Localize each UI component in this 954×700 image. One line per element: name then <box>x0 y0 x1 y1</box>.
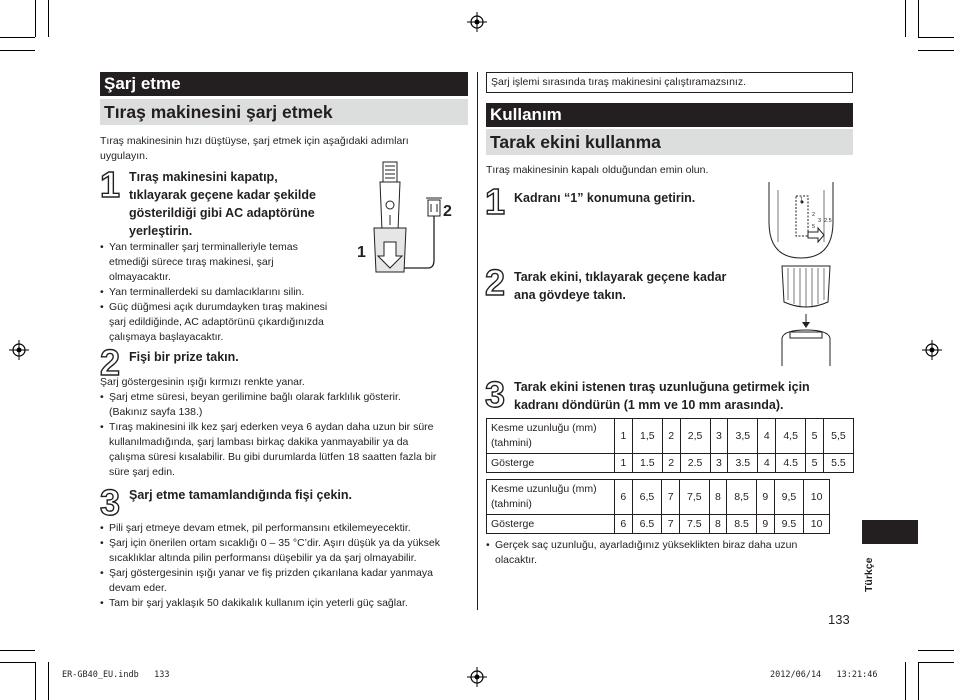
step-number: 2 <box>485 262 506 303</box>
list-item: • Güç düğmesi açık durumdayken tıraş makinesi şarj edildiğinde, AC adaptörünü çıkardığınızda çalışmaya başlayacaktır. <box>100 300 350 345</box>
table-cell: 2.5 <box>680 454 710 473</box>
language-label: Türkçe <box>863 557 875 592</box>
table-row <box>487 454 854 473</box>
table-cell: 6 <box>615 515 633 534</box>
table-cell: 9 <box>756 515 774 534</box>
table-cell: 2 <box>662 454 680 473</box>
table-cell: 2 <box>662 419 680 454</box>
section-title: Kullanım <box>486 103 853 127</box>
list-item: • Pili şarj etmeye devam etmek, pil performansını etkilemeyecektir. <box>100 521 472 536</box>
table-cell: 5 <box>806 419 824 454</box>
figure-label: 2 <box>443 203 452 220</box>
step-after-text: Şarj göstergesinin ışığı kırmızı renkte yanar. <box>100 376 305 388</box>
table-cell: 8,5 <box>727 480 757 515</box>
table-cell: 7.5 <box>679 515 709 534</box>
dial-label: 2 <box>812 212 816 218</box>
table-cell: 2,5 <box>680 419 710 454</box>
table-cell: 5,5 <box>823 419 853 454</box>
step-text: Tıraş makinesini kapatıp, tıklayarak geçene kadar şekilde gösterildiği gibi AC adaptörüne yerleştirin. <box>129 170 316 238</box>
list-item: • Tıraş makinesini ilk kez şarj ederken veya 6 aydan daha uzun bir süre kullanılmadığında, şarj lambası birkaç dakika yanmayabilir ya da çalışma süresi kısalabilir. Bu gibi durumlarda lütfen 18 saatten fazla bir süre şarj edin. <box>100 420 470 480</box>
table-cell: 4.5 <box>776 454 806 473</box>
step-text: Tarak ekini, tıklayarak geçene kadar ana gövdeye takın. <box>514 270 727 302</box>
dial-label: 1 <box>800 197 804 203</box>
table-cell: 4 <box>758 419 776 454</box>
table-cell: 5 <box>806 454 824 473</box>
note-bullets <box>486 538 826 568</box>
step-number: 1 <box>100 164 121 205</box>
dial-label: 3 <box>818 218 822 224</box>
registration-mark-icon <box>467 12 487 32</box>
step-text: Fişi bir prize takın. <box>129 350 239 364</box>
dial-label: 5 <box>812 224 816 230</box>
table-cell: 9.5 <box>774 515 804 534</box>
step-bullets <box>100 240 350 345</box>
table-cell: 6,5 <box>632 480 662 515</box>
table-cell: 8.5 <box>727 515 757 534</box>
column-divider <box>477 72 478 610</box>
table-row <box>487 480 830 515</box>
step-bullets <box>100 390 470 480</box>
row-header: Kesme uzunluğu (mm) (tahmini) <box>487 480 615 515</box>
dial-label: 2.5 <box>824 218 832 224</box>
language-tab <box>862 520 918 544</box>
step-number: 3 <box>485 374 506 415</box>
table-cell: 3,5 <box>728 419 758 454</box>
step-text: Şarj etme tamamlandığında fişi çekin. <box>129 488 352 502</box>
sub-title: Tarak ekini kullanma <box>486 129 853 155</box>
intro-text: Tıraş makinesinin hızı düştüyse, şarj etmek için aşağıdaki adımları uygulayın. <box>100 135 409 162</box>
step-number: 3 <box>100 482 121 523</box>
table-cell: 1,5 <box>632 419 662 454</box>
cutting-length-table-2 <box>486 479 830 534</box>
table-cell: 7,5 <box>679 480 709 515</box>
step-text: Kadranı “1” konumuna getirin. <box>514 191 696 205</box>
registration-mark-icon <box>9 340 29 360</box>
row-header: Gösterge <box>487 515 615 534</box>
page-number: 133 <box>828 612 850 627</box>
footer-datetime: 2012/06/14 13:21:46 <box>770 670 878 680</box>
note-box: Şarj işlemi sırasında tıraş makinesini çalıştıramazsınız. <box>486 72 853 93</box>
table-cell: 5.5 <box>823 454 853 473</box>
bottom-bullets <box>100 521 472 611</box>
table-cell: 3 <box>710 419 728 454</box>
table-cell: 8 <box>709 515 727 534</box>
figure-label: 1 <box>357 244 366 261</box>
list-item: • Şarj göstergesinin ışığı yanar ve fiş prizden çıkarılana kadar yanmaya devam eder. <box>100 566 472 596</box>
intro-text: Tıraş makinesinin kapalı olduğundan emin olun. <box>486 164 709 176</box>
cutting-length-table-1 <box>486 418 854 473</box>
table-cell: 3 <box>710 454 728 473</box>
list-item: • Şarj etme süresi, beyan gerilimine bağlı olarak farklılık gösterir. (Bakınız sayfa 138.) <box>100 390 470 420</box>
table-cell: 10 <box>804 515 830 534</box>
table-cell: 3.5 <box>728 454 758 473</box>
table-cell: 10 <box>804 480 830 515</box>
footer-file: ER-GB40_EU.indb 133 <box>62 670 170 680</box>
list-item: • Şarj için önerilen ortam sıcaklığı 0 – 35 °C’dir. Aşırı düşük ya da yüksek sıcaklıklar altında pilin performansı düşebilir ya da şarj olmayabilir. <box>100 536 472 566</box>
table-row <box>487 515 830 534</box>
registration-mark-icon <box>467 667 487 687</box>
list-item: • Tam bir şarj yaklaşık 50 dakikalık kullanım için yeterli güç sağlar. <box>100 596 472 611</box>
step-text: Tarak ekini istenen tıraş uzunluğuna getirmek için kadranı döndürün (1 mm ve 10 mm arasında). <box>514 380 810 412</box>
row-header: Gösterge <box>487 454 615 473</box>
registration-mark-icon <box>922 340 942 360</box>
list-item: • Yan terminaller şarj terminalleriyle temas etmediği sürece tıraş makinesi, şarj olmayacaktır. <box>100 240 350 285</box>
list-item: • Yan terminallerdeki su damlacıklarını silin. <box>100 285 350 300</box>
table-cell: 6 <box>615 480 633 515</box>
table-cell: 9 <box>756 480 774 515</box>
step-number: 1 <box>485 181 506 222</box>
table-cell: 9,5 <box>774 480 804 515</box>
table-cell: 8 <box>709 480 727 515</box>
table-cell: 4,5 <box>776 419 806 454</box>
section-title: Şarj etme <box>100 72 468 96</box>
table-cell: 6.5 <box>632 515 662 534</box>
table-cell: 1 <box>615 454 633 473</box>
table-cell: 4 <box>758 454 776 473</box>
table-cell: 7 <box>662 480 680 515</box>
step-number: 2 <box>100 342 121 383</box>
table-cell: 1.5 <box>632 454 662 473</box>
comb-attach-illustration <box>776 262 836 366</box>
row-header: Kesme uzunluğu (mm) (tahmini) <box>487 419 615 454</box>
list-item: • Gerçek saç uzunluğu, ayarladığınız yükseklikten biraz daha uzun olacaktır. <box>486 538 826 568</box>
table-cell: 7 <box>662 515 680 534</box>
sub-title: Tıraş makinesini şarj etmek <box>100 99 468 125</box>
table-cell: 1 <box>615 419 633 454</box>
table-row <box>487 419 854 454</box>
